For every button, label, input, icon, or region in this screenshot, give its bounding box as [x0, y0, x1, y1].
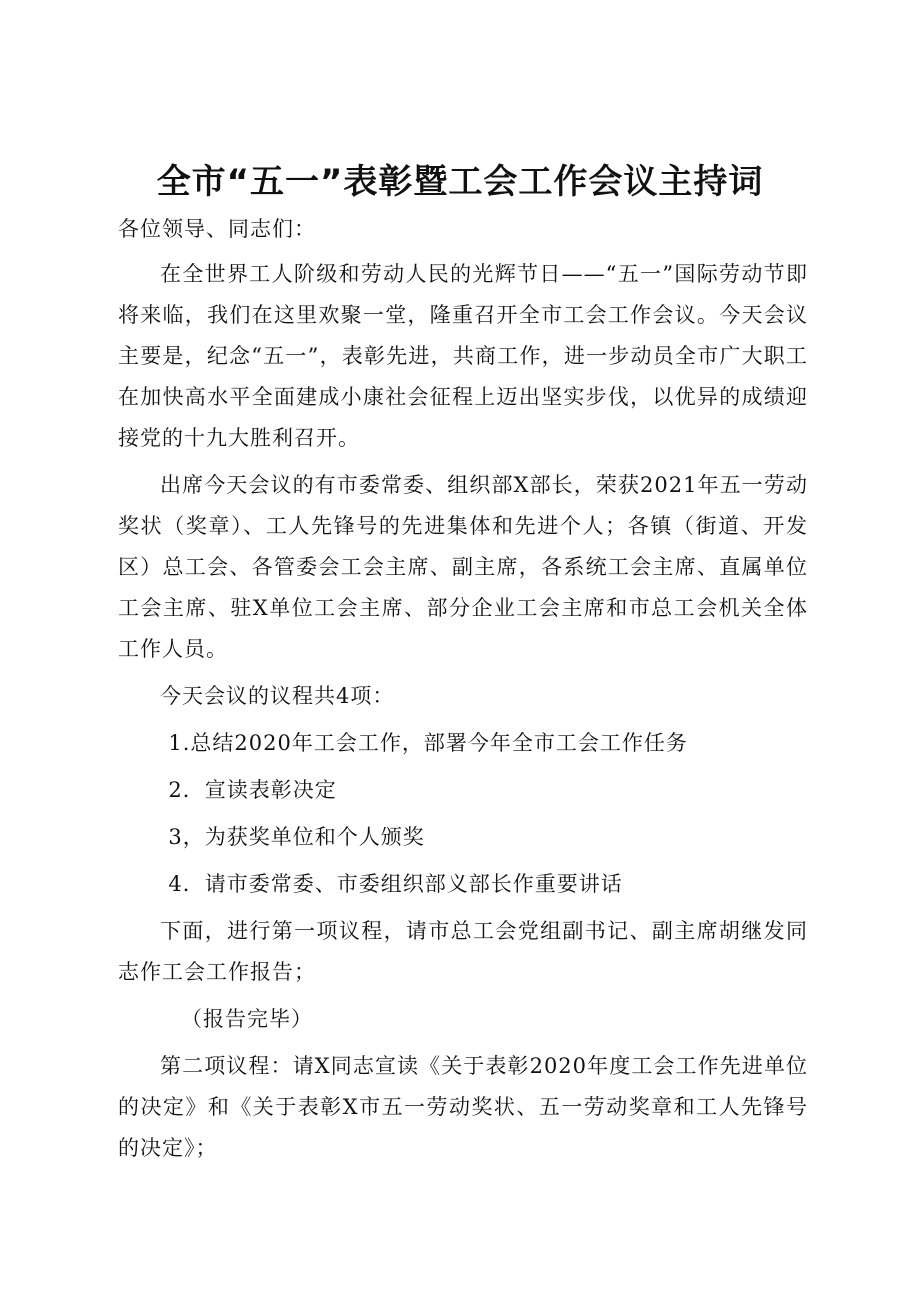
document-body	[118, 209, 808, 1175]
agenda-intro: 今天会议的议程共4项：	[160, 684, 395, 708]
agenda-item-1: 1.总结2020年工会工作，部署今年全市工会工作任务	[168, 731, 688, 755]
opening-paragraph: 在全世界工人阶级和劳动人民的光辉节日——“五一”国际劳动节即将来临，我们在这里欢聚一堂，隆重召开全市工会工作会议。今天会议主要是，纪念“五一”，表彰先进，共商工作，进一步动员全市广大职工在加快高水平全面建成小康社会征程上迈出坚实步伐，以优异的成绩迎接党的十九大胜利召开。	[118, 262, 808, 450]
salutation: 各位领导、同志们：	[118, 217, 316, 241]
attendees-paragraph: 出席今天会议的有市委常委、组织部X部长，荣获2021年五一劳动奖状（奖章）、工人先锋号的先进集体和先进个人；各镇（街道、开发区）总工会、各管委会工会主席、副主席，各系统工会主席、直属单位工会主席、驻X单位工会主席、部分企业工会主席和市总工会机关全体工作人员。	[118, 473, 808, 661]
first-item-paragraph: 下面，进行第一项议程，请市总工会党组副书记、副主席胡继发同志作工会工作报告；	[118, 919, 808, 984]
agenda-item-4: 4．请市委常委、市委组织部义部长作重要讲话	[168, 872, 623, 896]
second-item-paragraph: 第二项议程：请X同志宣读《关于表彰2020年度工会工作先进单位的决定》和《关于表彰X市五一劳动奖状、五一劳动奖章和工人先锋号的决定》；	[118, 1054, 808, 1160]
agenda-item-2: 2．宣读表彰决定	[168, 778, 337, 802]
agenda-item-3: 3，为获奖单位和个人颁奖	[168, 825, 425, 849]
report-complete-note: （报告完毕）	[181, 1007, 313, 1031]
document-title: 全市“五一”表彰暨工会工作会议主持词	[156, 162, 764, 202]
